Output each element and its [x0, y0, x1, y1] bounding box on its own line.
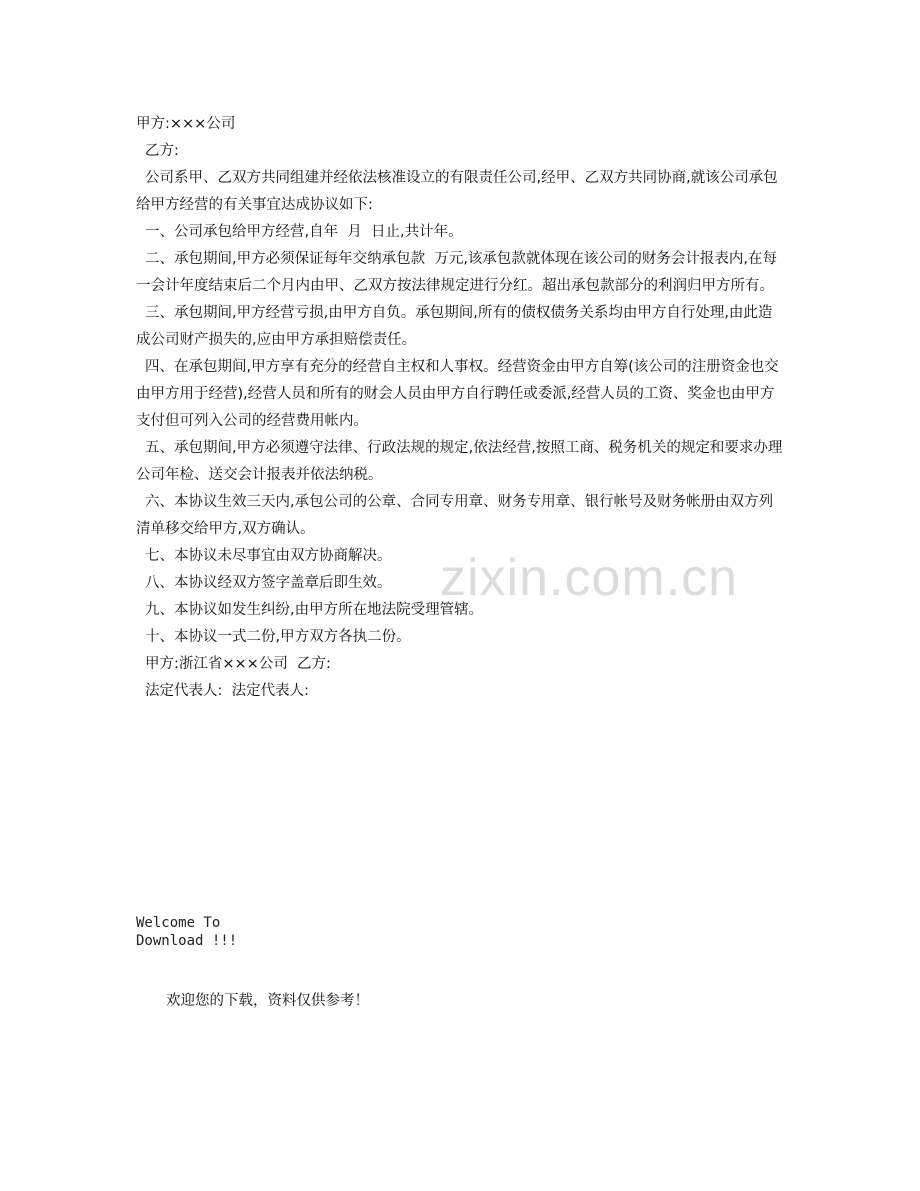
- welcome-line-2: Download !!!: [136, 933, 238, 949]
- welcome-message: [136, 914, 237, 950]
- signature-representatives: 法定代表人: 法定代表人:: [145, 683, 309, 699]
- clause-6: 六、本协议生效三天内,承包公司的公章、合同专用章、财务专用章、银行帐号及财务帐册由双方列清单移交给甲方,双方确认。: [136, 494, 774, 537]
- clause-3: 三、承包期间,甲方经营亏损,由甲方自负。承包期间,所有的债权债务关系均由甲方自行处理,由此造成公司财产损失的,应由甲方承担赔偿责任。: [136, 305, 773, 348]
- clause-4: 四、在承包期间,甲方享有充分的经营自主权和人事权。经营资金由甲方自筹(该公司的注册资金也交由甲方用于经营),经营人员和所有的财会人员由甲方自行聘任或委派,经营人员的工资、奖金也由甲方支付但可列入公司的经营费用帐内。: [136, 359, 779, 429]
- clause-10: 十、本协议一式二份,甲方双方各执二份。: [145, 629, 411, 645]
- clause-9: 九、本协议如发生纠纷,由甲方所在地法院受理管辖。: [145, 602, 484, 618]
- welcome-line-1: Welcome To: [136, 915, 221, 931]
- party-a-line: 甲方:×××公司: [136, 116, 236, 132]
- party-b-line: 乙方:: [145, 143, 179, 159]
- preamble-paragraph: 公司系甲、乙双方共同组建并经依法核准设立的有限责任公司,经甲、乙双方共同协商,就该公司承包给甲方经营的有关事宜达成协议如下:: [136, 170, 778, 213]
- clause-8: 八、本协议经双方签字盖章后即生效。: [145, 575, 392, 591]
- clause-2: 二、承包期间,甲方必须保证每年交纳承包款 万元,该承包款就体现在该公司的财务会计报表内,在每一会计年度结束后二个月内由甲、乙双方按法律规定进行分红。超出承包款部分的利润归甲方所有。: [136, 251, 778, 294]
- clause-1: 一、公司承包给甲方经营,自年 月 日止,共计年。: [145, 224, 463, 240]
- clause-5: 五、承包期间,甲方必须遵守法律、行政法规的规定,依法经营,按照工商、税务机关的规定和要求办理公司年检、送交会计报表并依法纳税。: [136, 440, 783, 483]
- watermark: zixin.com.cn: [440, 549, 739, 607]
- agreement-body: [136, 111, 786, 705]
- clause-7: 七、本协议未尽事宜由双方协商解决。: [145, 548, 392, 564]
- signature-parties: 甲方:浙江省×××公司 乙方:: [145, 656, 331, 672]
- footer-note: 欢迎您的下载，资料仅供参考！: [166, 993, 369, 1009]
